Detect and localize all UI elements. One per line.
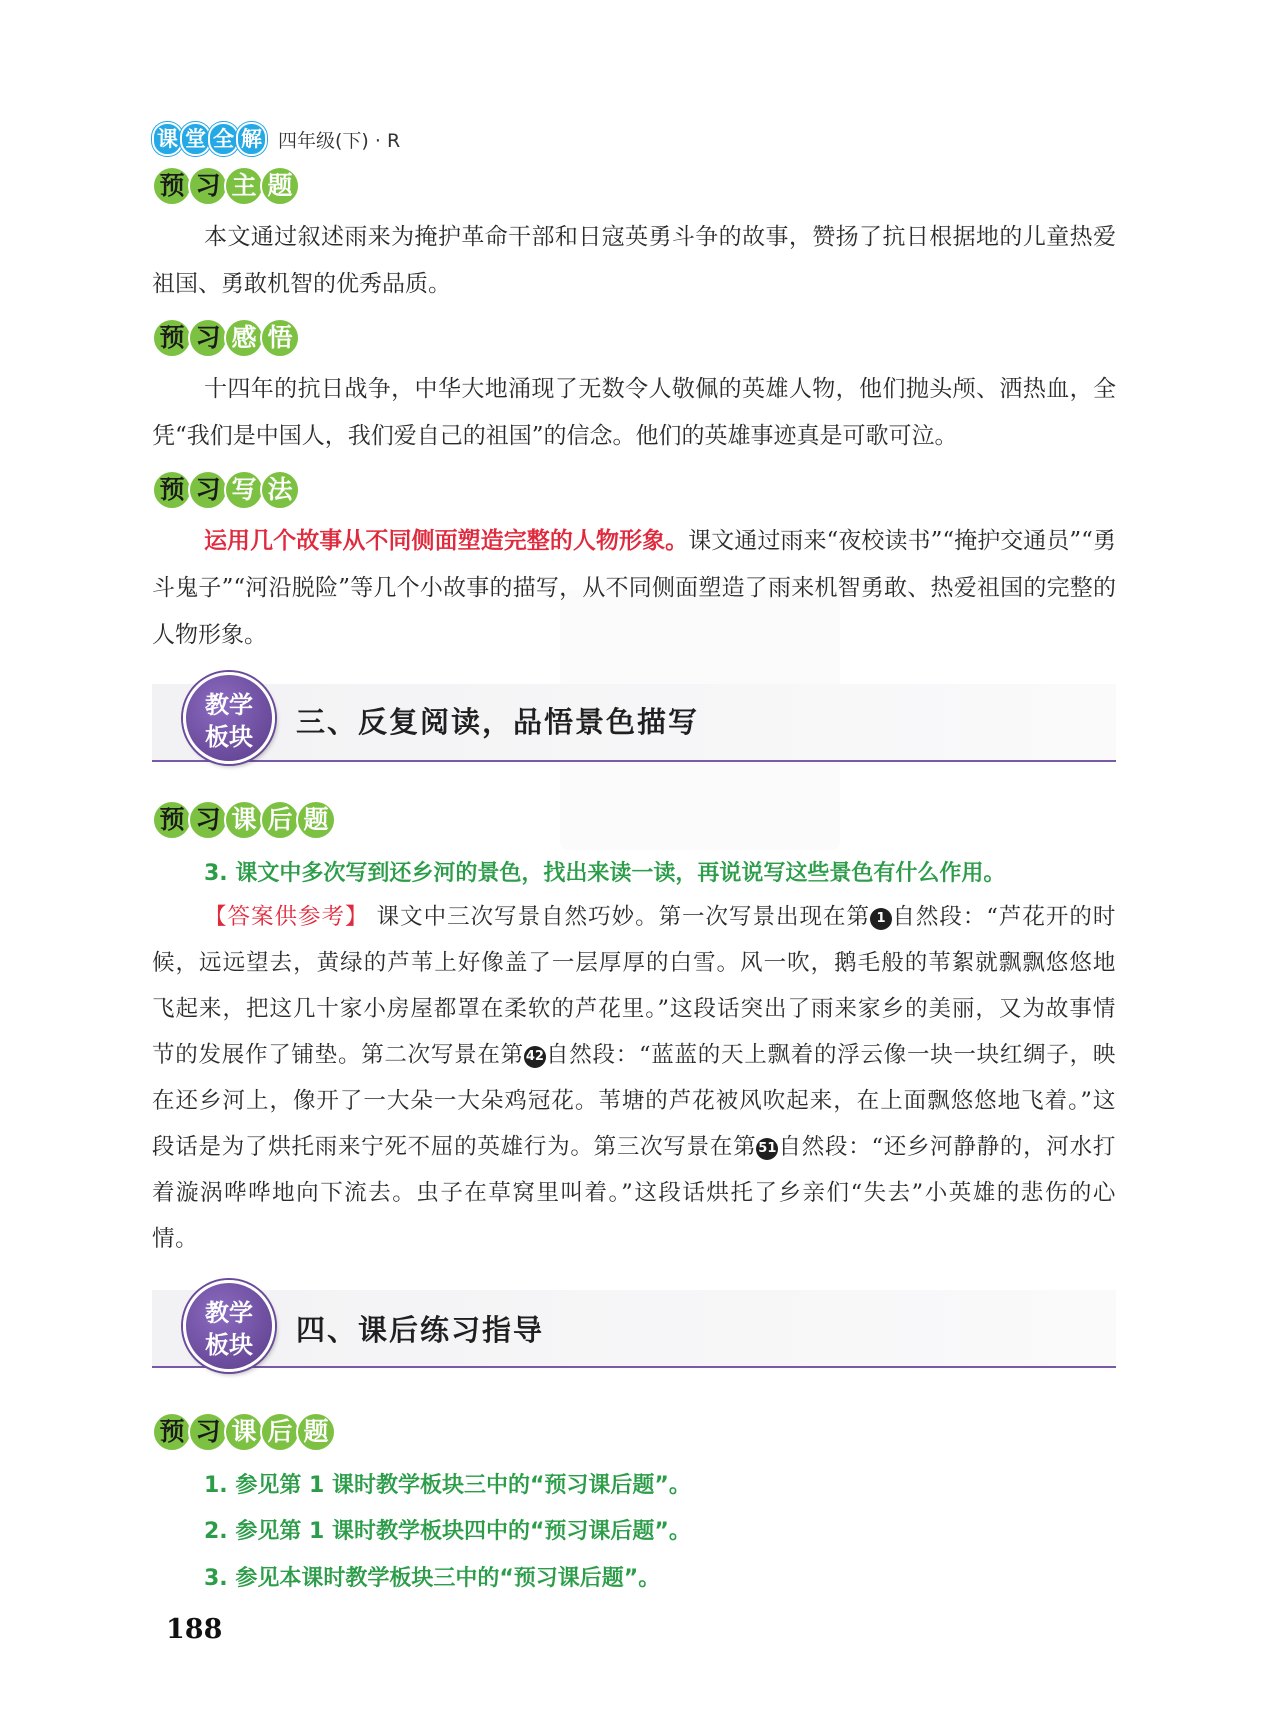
grade-label: 四年级(下) · R — [278, 129, 401, 152]
exercise-item: 3. 参见本课时教学板块三中的“预习课后题”。 — [204, 1566, 661, 1591]
section-tag-writing: 预 习 写 法 — [152, 470, 296, 510]
module-band-4-line — [152, 1366, 1116, 1368]
paragraph-number-badge: 51 — [756, 1138, 778, 1160]
section-tag-theme: 预 习 主 题 — [152, 166, 296, 206]
module-title-3: 三、反复阅读，品悟景色描写 — [296, 705, 700, 739]
module-badge-3: 教学 板块 — [183, 672, 275, 764]
module-badge-4: 教学 板块 — [183, 1280, 275, 1372]
exercise-question-3: 3. 课文中多次写到还乡河的景色，找出来读一读，再说说写这些景色有什么作用。 — [204, 861, 1006, 886]
theme-paragraph: 本文通过叙述雨来为掩护革命干部和日寇英勇斗争的故事，赞扬了抗日根据地的儿童热爱祖国、勇敢机智的优秀品质。 — [152, 224, 1116, 297]
section-tag-exercise-3: 预 习 课 后 题 — [152, 800, 332, 840]
writing-paragraph — [152, 518, 1116, 659]
answer-label: 【答案供参考】 — [204, 904, 369, 930]
page-header — [152, 122, 400, 156]
page-number: 188 — [166, 1614, 223, 1645]
section-tag-exercise-4: 预 习 课 后 题 — [152, 1412, 332, 1452]
answer-paragraph: 【答案供参考】 课文中三次写景自然巧妙。第一次写景出现在第 1 自然段：“芦花开的时候，远远望去，黄绿的芦苇上好像盖了一层厚厚的白雪。风一吹，鹅毛般的苇絮就飘飘悠悠地飞起来，把这几十家小房屋都罩在柔软的芦花里。”这段话突出了雨来家乡的美丽，又为故事情节的发展作了铺垫。第二次写景在第 42自然段：“蓝蓝的天上飘着的浮云像一块一块红绸子，映在还乡河上，像开了一大朵一大朵鸡冠花。苇塘的芦花被风吹起来，在上面飘悠悠地飞着。”这段话是为了烘托雨来宁死不屈的英雄行为。第三次写景在第 51自然段：“还乡河静静的，河水打着漩涡哗哗地向下流去。虫子在草窝里叫着。”这段话烘托了乡亲们“失去”小英雄的悲伤的心情。 — [152, 904, 1116, 1252]
paragraph-number-badge: 1 — [870, 908, 892, 930]
module-band-3-line — [152, 760, 1116, 762]
paragraph-number-badge: 42 — [524, 1046, 546, 1068]
module-title-4: 四、课后练习指导 — [296, 1313, 545, 1347]
book-logo: 课 堂 全 解 — [152, 122, 264, 156]
section-tag-feeling: 预 习 感 悟 — [152, 318, 296, 358]
exercise-item: 2. 参见第 1 课时教学板块四中的“预习课后题”。 — [204, 1519, 691, 1544]
exercise-item: 1. 参见第 1 课时教学板块三中的“预习课后题”。 — [204, 1473, 691, 1498]
writing-body: 课文通过雨来“夜校读书”“掩护交通员”“勇斗鬼子”“河沿脱险”等几个小故事的描写，从不同侧面塑造了雨来机智勇敢、热爱祖国的完整的人物形象。 — [152, 528, 1116, 648]
writing-highlight: 运用几个故事从不同侧面塑造完整的人物形象。 — [204, 528, 689, 554]
feeling-paragraph: 十四年的抗日战争，中华大地涌现了无数令人敬佩的英雄人物，他们抛头颅、洒热血，全凭“我们是中国人，我们爱自己的祖国”的信念。他们的英雄事迹真是可歌可泣。 — [152, 376, 1116, 449]
